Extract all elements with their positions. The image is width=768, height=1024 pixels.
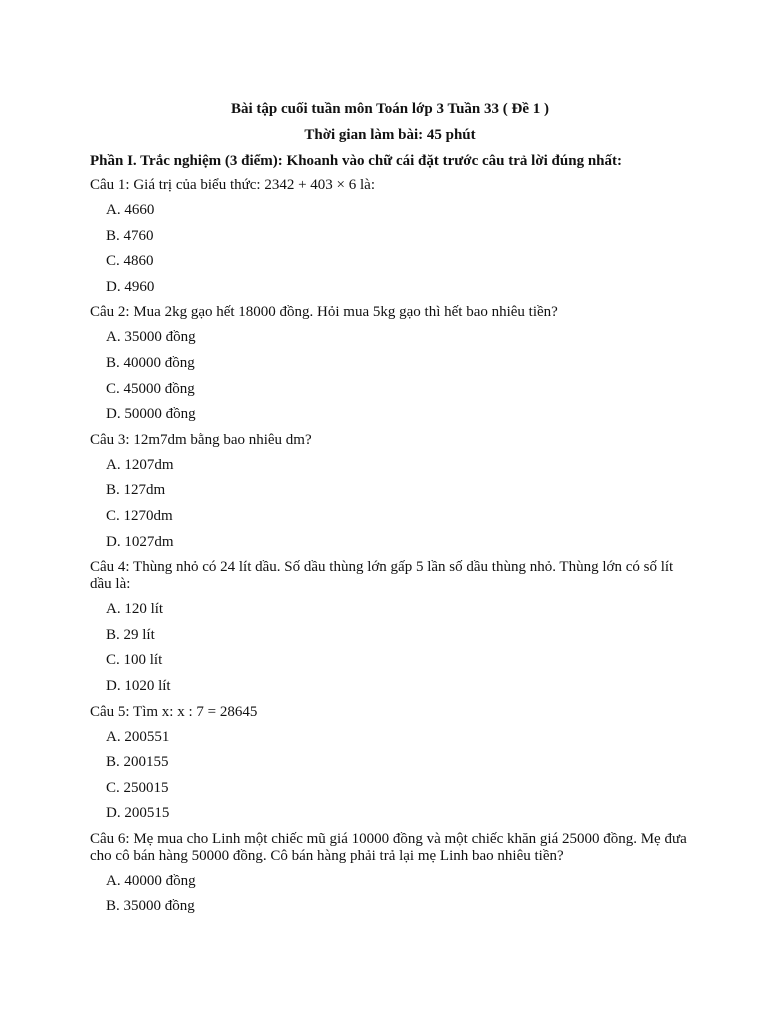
answer-option: A. 40000 đồng <box>106 872 196 889</box>
answer-option: D. 200515 <box>106 805 170 822</box>
answer-option: B. 40000 đồng <box>106 354 195 371</box>
answer-option: D. 4960 <box>106 278 155 295</box>
answer-option: C. 45000 đồng <box>106 380 195 397</box>
section-heading: Phần I. Trắc nghiệm (3 điểm): Khoanh vào chữ cái đặt trước câu trả lời đúng nhất: <box>90 153 622 169</box>
answer-option: C. 100 lít <box>106 652 163 669</box>
answer-option: C. 250015 <box>106 779 169 796</box>
answer-option: B. 4760 <box>106 227 154 244</box>
question-4 <box>90 559 690 695</box>
answer-option: C. 4860 <box>106 253 154 270</box>
answer-option: D. 50000 đồng <box>106 406 196 423</box>
question-text: Câu 6: Mẹ mua cho Linh một chiếc mũ giá 10000 đồng và một chiếc khăn giá 25000 đồng. Mẹ đưa cho cô bán hàng 50000 đồng. Cô bán hàng phải trả lại mẹ Linh bao nhiêu tiền? <box>90 830 687 864</box>
answer-option: D. 1020 lít <box>106 677 171 694</box>
answer-option: A. 4660 <box>106 202 155 218</box>
document-page <box>90 99 690 924</box>
answer-option: B. 127dm <box>106 482 166 499</box>
answer-option: B. 35000 đồng <box>106 898 195 915</box>
answer-option: A. 35000 đồng <box>106 329 196 346</box>
answer-option: B. 200155 <box>106 754 169 771</box>
question-text: Câu 3: 12m7dm bằng bao nhiêu dm? <box>90 431 312 448</box>
question-text: Câu 4: Thùng nhỏ có 24 lít dầu. Số dầu thùng lớn gấp 5 lần số dầu thùng nhỏ. Thùng lớn có số lít dầu là: <box>90 559 674 593</box>
answer-option: A. 120 lít <box>106 601 164 618</box>
answer-option: D. 1027dm <box>106 533 174 550</box>
answer-option: C. 1270dm <box>106 507 173 524</box>
answer-option: A. 200551 <box>106 728 170 745</box>
time-limit: Thời gian làm bài: 45 phút <box>304 127 476 143</box>
question-1 <box>90 177 690 296</box>
question-2 <box>90 304 690 423</box>
question-6 <box>90 831 690 916</box>
question-text: Câu 1: Giá trị của biểu thức: 2342 + 403 × 6 là: <box>90 177 375 193</box>
question-3 <box>90 432 690 551</box>
document-title: Bài tập cuối tuần môn Toán lớp 3 Tuần 33 ( Đề 1 ) <box>231 101 549 117</box>
question-5 <box>90 704 690 823</box>
question-text: Câu 2: Mua 2kg gạo hết 18000 đồng. Hỏi mua 5kg gạo thì hết bao nhiêu tiền? <box>90 304 558 321</box>
question-text: Câu 5: Tìm x: x : 7 = 28645 <box>90 703 258 720</box>
answer-option: B. 29 lít <box>106 626 155 643</box>
answer-option: A. 1207dm <box>106 456 174 473</box>
